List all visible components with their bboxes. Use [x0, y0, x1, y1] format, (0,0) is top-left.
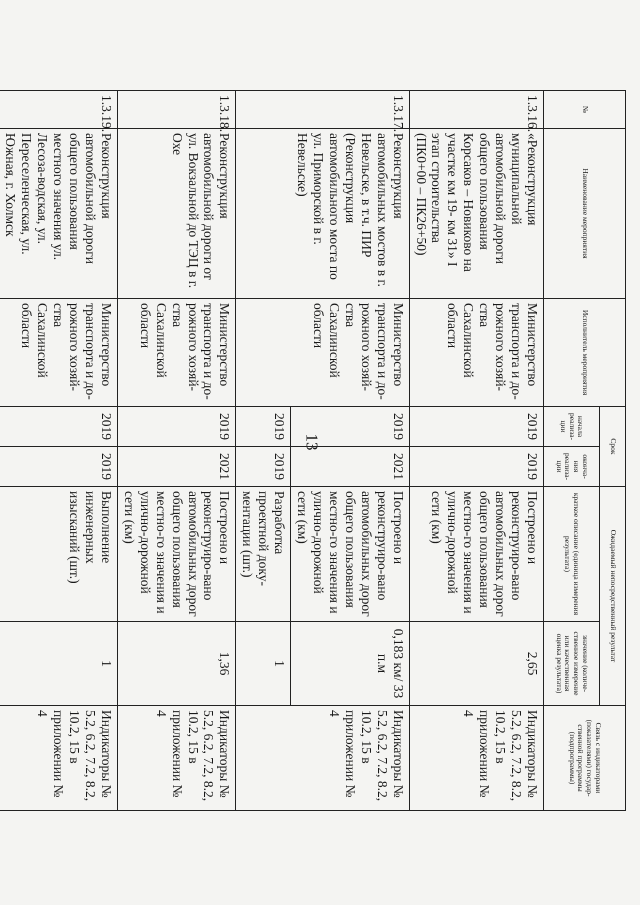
measure-executor: Министерство транспорта и до-рожного хозяй-ства Сахалинской области — [0, 299, 117, 407]
indicator-link: Индикаторы № 5.2, 6.2, 7.2, 8.2, 10.2, 15 в приложении № 4 — [0, 706, 117, 811]
header-result: Ожидаемый непосредственный результат — [600, 487, 626, 706]
measure-executor: Министерство транспорта и до-рожного хозяй-ства Сахалинской области — [236, 299, 409, 407]
end-year: 2019 — [0, 447, 117, 487]
header-term: Срок — [600, 407, 626, 487]
header-row-1 — [600, 91, 626, 811]
page-number: 13 — [302, 433, 322, 451]
result-description: Разработка проектной доку-ментации (шт.) — [236, 487, 291, 622]
measures-table — [0, 90, 626, 811]
indicator-link: Индикаторы № 5.2, 6.2, 7.2, 8.2, 10.2, 15 в приложении № 4 — [236, 706, 409, 811]
measure-executor: Министерство транспорта и до-рожного хозяй-ства Сахалинской области — [117, 299, 235, 407]
header-start: начала реализа-ции — [544, 407, 600, 447]
measure-name: «Реконструкция муниципальной автомобильной дороги общего пользования Корсаков – Новиково на участке км 19- км 31» I этап строительства (ПК0+00 – ПК26+50) — [409, 129, 543, 299]
header-result-desc: краткое описание (единица измерения результата) — [544, 487, 600, 622]
start-year: 2019 — [0, 407, 117, 447]
table-row — [0, 91, 117, 811]
start-year: 2019 — [409, 407, 543, 447]
row-number: 1.3.19. — [0, 91, 117, 129]
start-year: 2019 — [291, 407, 409, 447]
result-value: 0,183 км/ 33 п.м — [291, 622, 409, 706]
end-year: 2021 — [117, 447, 235, 487]
header-result-value: значение (количе-ственное измерение или качественная оценка результата) — [544, 622, 600, 706]
row-number: 1.3.18. — [117, 91, 235, 129]
header-executor: Исполнитель мероприятия — [544, 299, 626, 407]
measure-executor: Министерство транспорта и до-рожного хозяй-ства Сахалинской области — [409, 299, 543, 407]
table-row — [117, 91, 235, 811]
table-row — [291, 91, 409, 811]
start-year: 2019 — [117, 407, 235, 447]
measure-name: Реконструкция автомобильной дороги общего пользования местного значения ул. Лесоза-водская, ул. Переселенческая, ул. Южная, г. Холмск — [0, 129, 117, 299]
indicator-link: Индикаторы № 5.2, 6.2, 7.2, 8.2, 10.2, 15 в приложении № 4 — [117, 706, 235, 811]
row-number: 1.3.17. — [236, 91, 409, 129]
end-year: 2021 — [291, 447, 409, 487]
rotated-table-wrapper — [3, 90, 626, 810]
result-value: 2,65 — [409, 622, 543, 706]
result-value: 1,36 — [117, 622, 235, 706]
header-num: № — [544, 91, 626, 129]
measure-name: Реконструкция автомобильной дороги от ул. Вокзальной до ТЭЦ в г. Охе — [117, 129, 235, 299]
end-year: 2019 — [236, 447, 291, 487]
result-value: 1 — [236, 622, 291, 706]
header-link: Связь с индикаторами (показателями) государ-ственной программы (подпрограммы) — [544, 706, 626, 811]
start-year: 2019 — [236, 407, 291, 447]
result-description: Построено и реконструиро-вано автомобильных дорог общего пользования местно-го значения и улично-дорожной сети (км) — [291, 487, 409, 622]
result-description: Построено и реконструиро-вано автомобильных дорог общего пользования местно-го значения и улично-дорожной сети (км) — [409, 487, 543, 622]
result-description: Выполнение инженерных изысканий (шт.) — [0, 487, 117, 622]
result-value: 1 — [0, 622, 117, 706]
end-year: 2019 — [409, 447, 543, 487]
row-number: 1.3.16. — [409, 91, 543, 129]
header-name: Наименование мероприятия — [544, 129, 626, 299]
table-row — [409, 91, 543, 811]
result-description: Построено и реконструиро-вано автомобильных дорог общего пользования местно-го значения и улично-дорожной сети (км) — [117, 487, 235, 622]
header-end: оконча-ния реализа-ции — [544, 447, 600, 487]
indicator-link: Индикаторы № 5.2, 6.2, 7.2, 8.2, 10.2, 15 в приложении № 4 — [409, 706, 543, 811]
measure-name: Реконструкция автомобильных мостов в г. Невельске, в т.ч. ПИР (Реконструкция автомобильного моста по ул. Приморской в г. Невельске) — [236, 129, 409, 299]
